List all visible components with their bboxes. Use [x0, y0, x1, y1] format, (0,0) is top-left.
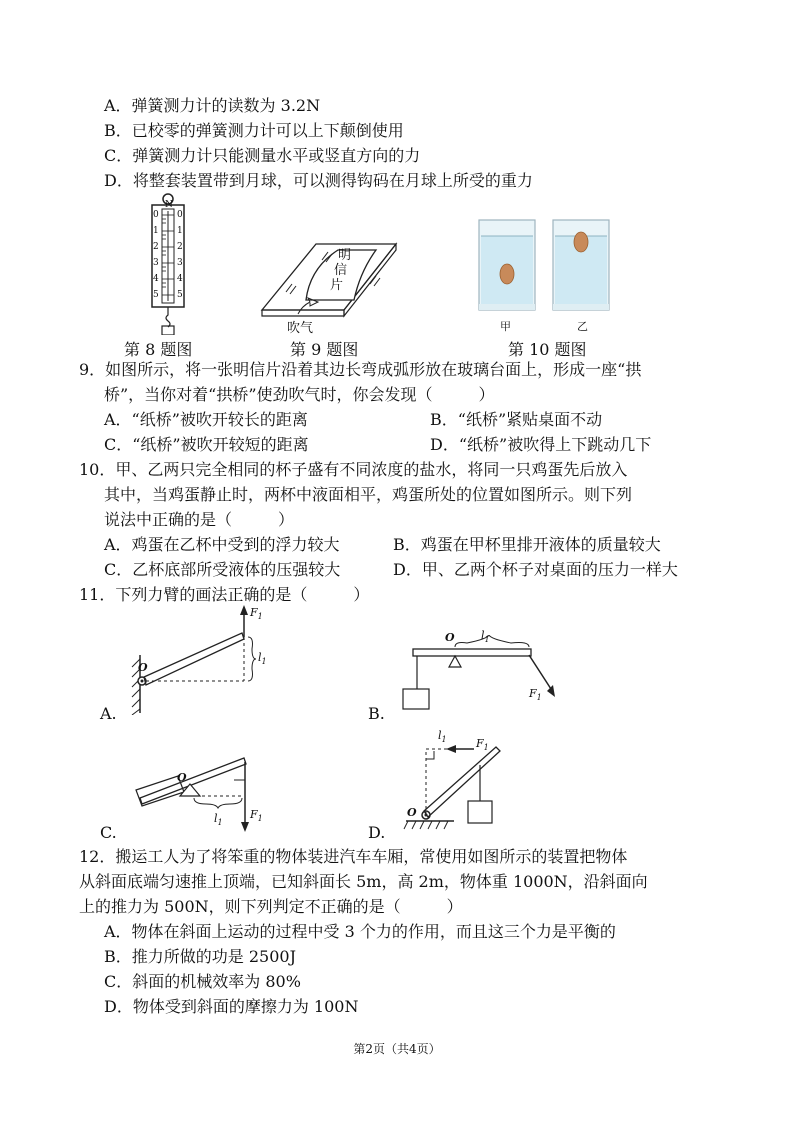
fig8-scale-right-4: 4: [177, 274, 183, 284]
q11-figure-d: [400, 735, 510, 835]
fig8-unit: N: [165, 200, 173, 210]
q11-figure-a: [120, 605, 280, 715]
q11a-arm-label: $l_1$: [258, 651, 267, 667]
page-footer: 第2页（共4页）: [353, 1042, 441, 1056]
fig8-scale-left-3: 3: [153, 258, 159, 268]
q8-option-d: D．将整套装置带到月球，可以测得钩码在月球上所受的重力: [104, 171, 533, 190]
q9-option-a: A．“纸桥”被吹开较长的距离: [104, 410, 308, 429]
q11-label-b: B.: [368, 704, 385, 723]
fig8-scale-right-0: 0: [177, 210, 183, 220]
q8-option-a: A．弹簧测力计的读数为 3.2N: [104, 96, 321, 115]
q8-option-c: C．弹簧测力计只能测量水平或竖直方向的力: [104, 146, 421, 165]
fig9-blow-label: 吹气: [287, 321, 314, 336]
q11a-force-label: $F_1$: [250, 606, 263, 622]
q12-option-a: A．物体在斜面上运动的过程中受 3 个力的作用，而且这三个力是平衡的: [104, 922, 616, 941]
q10-option-a: A．鸡蛋在乙杯中受到的浮力较大: [104, 535, 340, 554]
fig8-caption: 第 8 题图: [124, 340, 193, 359]
q11b-pivot-label: O: [445, 631, 455, 644]
fig10-label-left: 甲: [500, 320, 511, 333]
fig8-scale-left-0: 0: [153, 210, 159, 220]
fig8-scale-left-5: 5: [153, 290, 159, 300]
q9-option-d: D．“纸桥”被吹得上下跳动几下: [430, 435, 652, 454]
fig9-card-text-3: 片: [330, 278, 344, 293]
q9-stem-line1: 9．如图所示，将一张明信片沿着其边长弯成弧形放在玻璃台面上，形成一座“拱: [79, 360, 642, 379]
q11-figure-c: [130, 752, 260, 832]
q11c-force-label: $F_1$: [250, 808, 263, 824]
q11a-pivot-label: O: [138, 661, 148, 674]
q11b-force-label: $F_1$: [529, 687, 542, 703]
q12-option-c: C．斜面的机械效率为 80%: [104, 972, 301, 991]
q12-stem-line1: 12．搬运工人为了将笨重的物体装进汽车车厢，常使用如图所示的装置把物体: [79, 847, 628, 866]
fig8-scale-left-1: 1: [153, 226, 159, 236]
q11-label-a: A.: [100, 704, 117, 723]
q10-stem-line2: 其中，当鸡蛋静止时，两杯中液面相平，鸡蛋所处的位置如图所示。则下列: [104, 485, 633, 504]
fig8-scale-right-1: 1: [177, 226, 183, 236]
q12-option-b: B．推力所做的功是 2500J: [104, 947, 296, 966]
q8-option-b: B．已校零的弹簧测力计可以上下颠倒使用: [104, 121, 404, 140]
fig9-card-text-1: 明: [338, 248, 352, 263]
q11-label-c: C.: [100, 823, 117, 842]
q11d-force-label: $F_1$: [476, 737, 489, 753]
q11d-pivot-label: O: [407, 806, 417, 819]
fig9-card-text-2: 信: [334, 263, 348, 278]
q11-figure-b: [395, 635, 565, 717]
q9-stem-line2: 桥”，当你对着“拱桥”使劲吹气时，你会发现（ ）: [104, 385, 495, 404]
fig8-scale-right-3: 3: [177, 258, 183, 268]
q9-option-c: C．“纸桥”被吹开较短的距离: [104, 435, 309, 454]
q11-stem: 11．下列力臂的画法正确的是（ ）: [79, 585, 370, 604]
q10-option-c: C．乙杯底部所受液体的压强较大: [104, 560, 341, 579]
q12-stem-line2: 从斜面底端匀速推上顶端，已知斜面长 5m，高 2m，物体重 1000N，沿斜面向: [79, 872, 648, 891]
fig8-scale-left-2: 2: [153, 242, 159, 252]
q11-label-d: D.: [368, 823, 386, 842]
q10-stem-line3: 说法中正确的是（ ）: [104, 510, 295, 529]
q11c-arm-label: $l_1$: [214, 812, 223, 828]
fig8-scale-left-4: 4: [153, 274, 159, 284]
q12-stem-line3: 上的推力为 500N，则下列判定不正确的是（ ）: [79, 897, 463, 916]
fig8-scale-right-5: 5: [177, 290, 183, 300]
figure-8-spring-scale: [140, 193, 200, 335]
figure-9-postcard-bridge: [258, 236, 398, 318]
q11c-pivot-label: O: [177, 771, 187, 784]
fig10-caption: 第 10 题图: [508, 340, 587, 359]
fig9-caption: 第 9 题图: [290, 340, 359, 359]
q11b-arm-label: $l_1$: [481, 629, 490, 645]
fig10-label-right: 乙: [577, 320, 588, 333]
figure-10-glasses: [473, 216, 619, 316]
q10-option-d: D．甲、乙两个杯子对桌面的压力一样大: [393, 560, 678, 579]
q10-option-b: B．鸡蛋在甲杯里排开液体的质量较大: [393, 535, 661, 554]
q11d-arm-label: $l_1$: [438, 729, 447, 745]
q9-option-b: B．“纸桥”紧贴桌面不动: [430, 410, 603, 429]
fig8-scale-right-2: 2: [177, 242, 183, 252]
q10-stem-line1: 10．甲、乙两只完全相同的杯子盛有不同浓度的盐水，将同一只鸡蛋先后放入: [79, 460, 628, 479]
q12-option-d: D．物体受到斜面的摩擦力为 100N: [104, 997, 359, 1016]
